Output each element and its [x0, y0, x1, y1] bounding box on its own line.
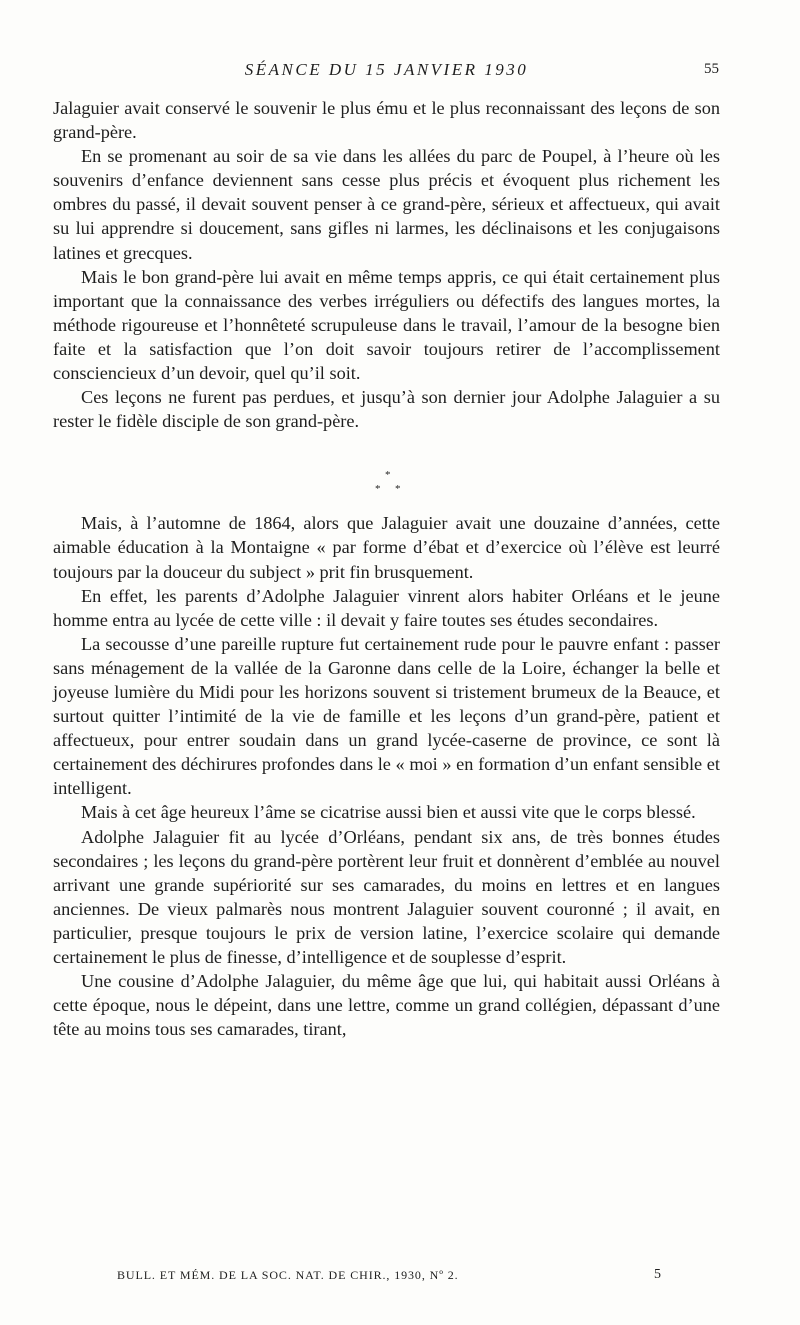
signature-mark: 5 — [654, 1267, 661, 1282]
asterism-star: * — [375, 483, 381, 496]
asterism-star: * — [385, 469, 391, 482]
paragraph-continuation: Jalaguier avait conservé le souvenir le plus ému et le plus reconnaissant des leçons de son grand-père. — [53, 98, 720, 143]
running-title: SÉANCE DU 15 JANVIER 1930 — [244, 60, 529, 79]
running-header — [54, 60, 719, 86]
paragraph: Mais à cet âge heureux l’âme se cicatrise aussi bien et aussi vite que le corps blessé. — [81, 802, 696, 823]
paragraph: La secousse d’une pareille rupture fut certainement rude pour le pauvre enfant : passer sans ménagement de la vallée de la Garonne dans celle de la Loire, échanger la belle et joyeuse lumière du Midi pour les horizons souvent si tristement brumeux de la Beauce, et surtout quitter l’intimité de la vie de famille et les leçons d’un grand-père, patient et affectueux, pour entrer soudain dans un grand lycée-caserne de province, ce sont là certainement des déchirures profondes dans le « moi » en formation d’un enfant sensible et intelligent. — [53, 633, 720, 799]
paragraph: Mais, à l’automne de 1864, alors que Jalaguier avait une douzaine d’années, cette aimable éducation à la Montaigne « par forme d’ébat et d’exercice où l’élève est leurré toujours par la douceur du subject » prit fin brusquement. — [53, 513, 720, 582]
page-number: 55 — [704, 61, 719, 77]
paragraph: Ces leçons ne furent pas perdues, et jusqu’à son dernier jour Adolphe Jalaguier a su rester le fidèle disciple de son grand-père. — [53, 387, 720, 432]
paragraph: En se promenant au soir de sa vie dans les allées du parc de Poupel, à l’heure où les souvenirs d’enfance deviennent sans cesse plus précis et évoquent plus richement les ombres du passé, il devait souvent penser à ce grand-père, sérieux et affectueux, qui avait su lui apprendre si doucement, sans gifles ni larmes, les déclinaisons et les conjugaisons latines et grecques. — [53, 146, 720, 263]
body-text — [53, 96, 720, 1041]
page-footer — [117, 1268, 661, 1283]
section-break-asterism — [53, 433, 720, 511]
paragraph: Mais le bon grand-père lui avait en même temps appris, ce qui était certainement plus important que la connaissance des verbes irréguliers ou défectifs des langues mortes, la méthode rigoureuse et l’honnêteté scrupuleuse dans le travail, l’amour de la besogne bien faite et la satisfaction que l’on doit savoir toujours retirer de l’accomplissement consciencieux d’un devoir, quel qu’il soit. — [53, 266, 720, 384]
footer-citation: BULL. ET MÉM. DE LA SOC. NAT. DE CHIR., 1930, Nº 2. — [117, 1268, 459, 1282]
paragraph: Adolphe Jalaguier fit au lycée d’Orléans, pendant six ans, de très bonnes études secondaires ; les leçons du grand-père portèrent leur fruit et donnèrent d’emblée au nouvel arrivant une grande supériorité sur ses camarades, du moins en lettres et en langues anciennes. De vieux palmarès nous montrent Jalaguier souvent couronné ; il avait, en particulier, presque toujours le prix de version latine, l’exercice scolaire qui demande certainement le plus de finesse, d’intelligence et de souplesse d’esprit. — [53, 826, 720, 967]
paragraph: Une cousine d’Adolphe Jalaguier, du même âge que lui, qui habitait aussi Orléans à cette époque, nous le dépeint, dans une lettre, comme un grand collégien, dépassant d’une tête au moins tous ses camarades, tirant, — [53, 971, 720, 1040]
paragraph: En effet, les parents d’Adolphe Jalaguier vinrent alors habiter Orléans et le jeune homme entra au lycée de cette ville : il devait y faire toutes ses études secondaires. — [53, 585, 720, 630]
asterism-star: * — [395, 483, 401, 496]
